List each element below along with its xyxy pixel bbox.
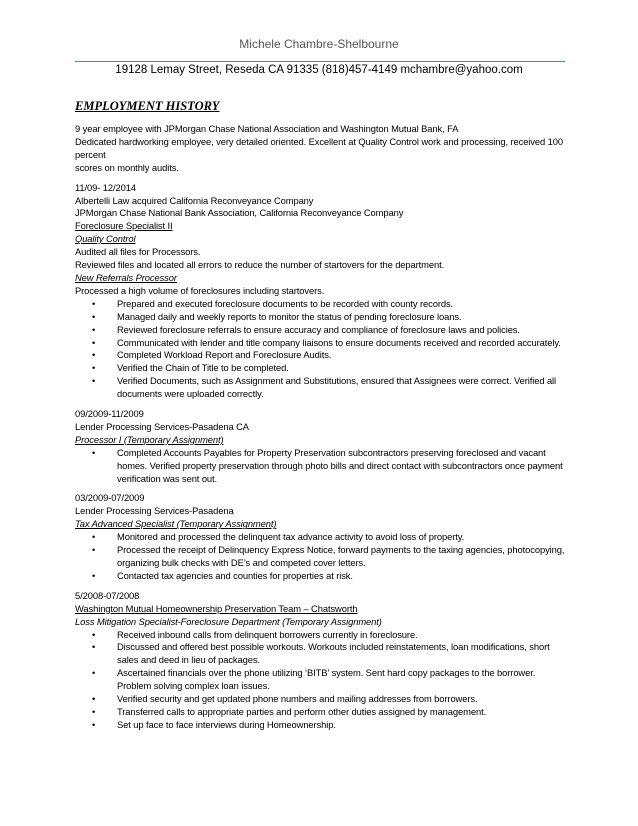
employment-history bbox=[75, 123, 565, 732]
list-item: • Prepared and executed foreclosure documents to be recorded with county records. bbox=[75, 298, 565, 311]
list-item: • Reviewed foreclosure referrals to ensure accuracy and compliance of foreclosure laws and policies. bbox=[75, 324, 565, 337]
job-bullets bbox=[75, 629, 565, 732]
job-company: JPMorgan Chase National Bank Association, California Reconveyance Company bbox=[75, 207, 404, 219]
job-bullets bbox=[75, 447, 565, 486]
job-company: Albertelli Law acquired California Reconveyance Company bbox=[75, 194, 314, 206]
job-line: Reviewed files and located all errors to reduce the number of startovers for the department. bbox=[75, 259, 445, 271]
list-item: • Received inbound calls from delinquent borrowers currently in foreclosure. bbox=[75, 629, 565, 642]
job-dates: 09/2009-11/2009 bbox=[75, 408, 144, 420]
list-item: • Verified the Chain of Title to be completed. bbox=[75, 362, 565, 375]
list-item: • Monitored and processed the delinquent tax advance activity to avoid loss of property. bbox=[75, 531, 565, 544]
list-item: • Completed Accounts Payables for Property Preservation subcontractors preserving foreclosed and vacant homes. Verified property preservation through photo bills and direct contact with subcontractors once payment verification was sent out. bbox=[75, 447, 565, 486]
summary-line: scores on monthly audits. bbox=[75, 161, 179, 173]
summary-line: Dedicated hardworking employee, very detailed oriented. Excellent at Quality Control work and processing, received 100 percent bbox=[75, 135, 563, 160]
job-subheading: Quality Control bbox=[75, 233, 136, 245]
job-dates: 11/09- 12/2014 bbox=[75, 181, 136, 193]
summary-line: 9 year employee with JPMorgan Chase National Association and Washington Mutual Bank, FA bbox=[75, 123, 459, 134]
list-item: • Contacted tax agencies and counties for properties at risk. bbox=[75, 570, 565, 583]
list-item: • Communicated with lender and title company liaisons to ensure documents received and recorded accurately. bbox=[75, 337, 565, 350]
list-item: • Set up face to face interviews during Homeownership. bbox=[75, 719, 565, 732]
job-title: Tax Advanced Specialist (Temporary Assignment) bbox=[75, 518, 277, 530]
list-item: • Verified Documents, such as Assignment and Substitutions, ensured that Assignees were correct. Verified all documents were uploaded correctly. bbox=[75, 375, 565, 401]
job-subheading: New Referrals Processor bbox=[75, 271, 177, 283]
job-company: Lender Processing Services-Pasadena bbox=[75, 505, 234, 517]
job-company: Lender Processing Services-Pasadena CA bbox=[75, 420, 249, 432]
job-title: Processor I (Temporary Assignment) bbox=[75, 433, 224, 445]
job-line: Processed a high volume of foreclosures including startovers. bbox=[75, 284, 325, 296]
job-dates: 03/2009-07/2009 bbox=[75, 492, 145, 504]
section-title: EMPLOYMENT HISTORY bbox=[75, 99, 220, 113]
job-company: Washington Mutual Homeownership Preservation Team – Chatsworth bbox=[75, 602, 358, 614]
list-item: • Discussed and offered best possible workouts. Workouts included reinstatements, loan modifications, short sales and deed in lieu of packages. bbox=[75, 641, 565, 667]
list-item: • Verified security and get updated phone numbers and mailing addresses from borrowers. bbox=[75, 693, 565, 706]
applicant-name: Michele Chambre-Shelbourne bbox=[239, 37, 399, 51]
list-item: • Ascertained financials over the phone utilizing ‘BITB’ system. Sent hard copy packages to the borrower. Problem solving complex loan issues. bbox=[75, 667, 565, 693]
contact-line: 19128 Lemay Street, Reseda CA 91335 (818)457-4149 mchambre@yahoo.com bbox=[115, 64, 523, 76]
list-item: • Transferred calls to appropriate parties and perform other duties assigned by management. bbox=[75, 706, 565, 719]
job-dates: 5/2008-07/2008 bbox=[75, 589, 140, 601]
list-item: • Processed the receipt of Delinquency Express Notice, forward payments to the taxing agencies, photocopying, organizing bulk checks with DE’s and competed cover letters. bbox=[75, 544, 565, 570]
list-item: • Completed Workload Report and Foreclosure Audits. bbox=[75, 349, 565, 362]
job-title: Foreclosure Specialist II bbox=[75, 220, 173, 232]
job-title: Loss Mitigation Specialist-Foreclosure Department (Temporary Assignment) bbox=[75, 615, 382, 627]
list-item: • Managed daily and weekly reports to monitor the status of pending foreclosure loans. bbox=[75, 311, 565, 324]
job-bullets bbox=[75, 531, 565, 583]
job-bullets bbox=[75, 298, 565, 401]
header-divider bbox=[75, 61, 565, 62]
job-line: Audited all files for Processors. bbox=[75, 246, 201, 258]
